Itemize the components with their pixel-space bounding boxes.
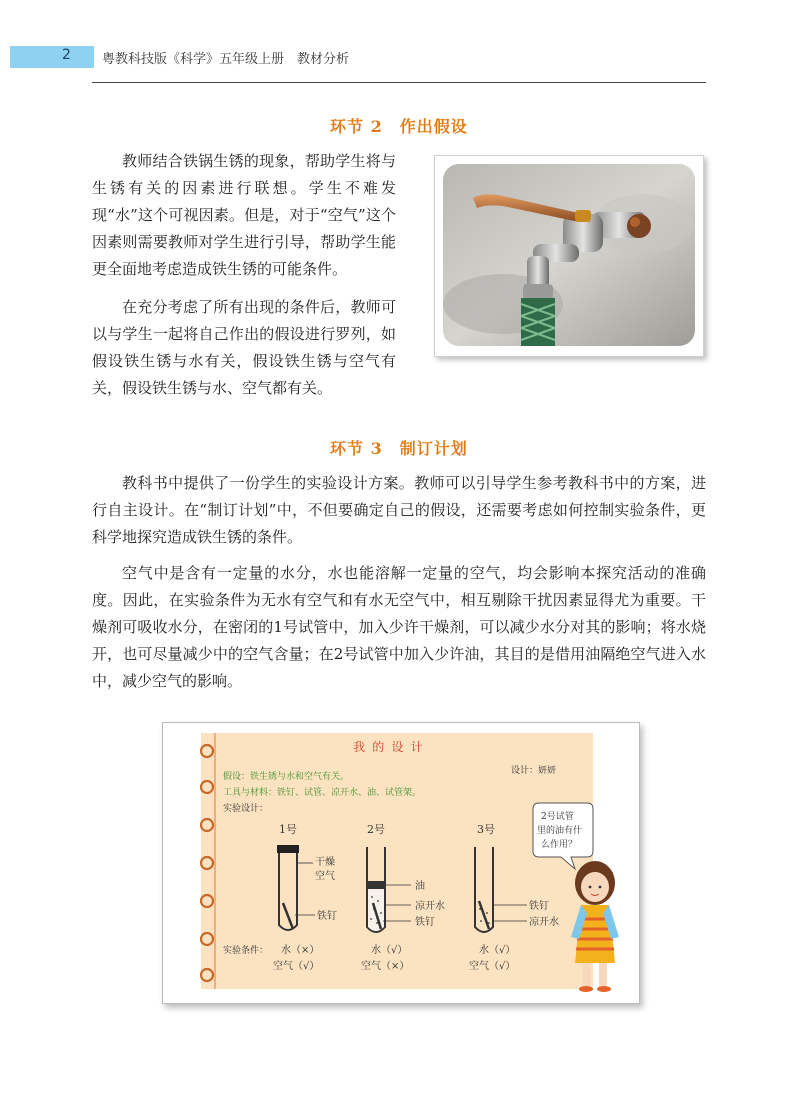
tube-2-annotation-water: 凉开水 <box>415 901 445 912</box>
section-3-paragraph-1: 教科书中提供了一份学生的实验设计方案。教师可以引导学生参考教科书中的方案，进行自主设计。在“制订计划”中，不但要确定自己的假设，还需要考虑如何控制实验条件，更科学地探究造成铁生锈的条件。 <box>92 474 706 546</box>
bubble-line-2: 里的油有什 <box>537 826 583 836</box>
experiment-label: 实验设计： <box>223 804 269 814</box>
design-notebook <box>163 723 639 1003</box>
materials-text: 工具与材料：铁钉、试管、凉开水、油、试管架。 <box>223 788 422 798</box>
tube-1-water-condition: 水（×） <box>281 945 320 956</box>
tube-1-label: 1号 <box>279 823 297 836</box>
designer-label: 设计：妍妍 <box>511 766 557 776</box>
section-2-heading: 环节 2 作出假设 <box>330 117 468 136</box>
tube-2-air-condition: 空气（×） <box>361 961 410 972</box>
tube-1-air-condition: 空气（√） <box>273 961 320 972</box>
header-rule <box>92 82 706 83</box>
design-title: 我 的 设 计 <box>353 740 423 754</box>
tube-3-label: 3号 <box>477 823 495 836</box>
bubble-line-3: 么作用？ <box>541 840 578 850</box>
tube-1-annotation-nail: 铁钉 <box>317 911 337 922</box>
tube-2-label: 2号 <box>367 823 385 836</box>
section-3-heading: 环节 3 制订计划 <box>330 439 468 458</box>
tube-3-annotation-water: 凉开水 <box>529 917 559 928</box>
tube-1-annotation-air: 空气 <box>315 871 335 882</box>
tube-1-annotation-dry: 干燥 <box>315 857 335 868</box>
conditions-label: 实验条件： <box>223 946 269 956</box>
experiment-design-figure <box>162 722 640 1004</box>
tube-2-oil-layer <box>368 881 384 889</box>
rusty-faucet-image <box>443 164 695 346</box>
hypothesis-text: 假设：铁生锈与水和空气有关。 <box>223 772 350 782</box>
section-3-paragraph-2: 空气中是含有一定量的水分，水也能溶解一定量的空气，均会影响本探究活动的准确度。因此，在实验条件为无水有空气和有水无空气中，相互剔除干扰因素显得尤为重要。干燥剂可吸收水分，在密闭的1号试管中，加入少许干燥剂，可以减少水分对其的影响；将水烧开，也可尽量减少中的空气含量；在2号试管中加入少许油，其目的是借用油隔绝空气进入水中，减少空气的影响。 <box>92 564 706 690</box>
tube-2-water-condition: 水（√） <box>371 945 408 956</box>
bubble-line-1: 2号试管 <box>541 812 574 822</box>
section-2-paragraph-2: 在充分考虑了所有出现的条件后，教师可以与学生一起将自己作出的假设进行罗列，如假设铁生锈与水有关，假设铁生锈与空气有关，假设铁生锈与水、空气都有关。 <box>92 298 396 397</box>
running-header: 粤教科技版《科学》五年级上册 教材分析 <box>102 52 350 67</box>
page-number: 2 <box>62 47 71 63</box>
header-tab <box>10 46 94 68</box>
section-2-paragraph-1: 教师结合铁锅生锈的现象，帮助学生将与生锈有关的因素进行联想。学生不难发现“水”这个可视因素。但是，对于“空气”这个因素则需要教师对学生进行引导，帮助学生能更全面地考虑造成铁生锈的可能条件。 <box>92 152 396 278</box>
tube-3-air-condition: 空气（√） <box>469 961 516 972</box>
tube-2-annotation-oil: 油 <box>415 881 425 892</box>
faucet-photo-frame <box>434 155 704 357</box>
tube-3-annotation-nail: 铁钉 <box>529 901 549 912</box>
tube-3-water-condition: 水（√） <box>479 945 516 956</box>
tube-2-annotation-nail: 铁钉 <box>415 917 435 928</box>
